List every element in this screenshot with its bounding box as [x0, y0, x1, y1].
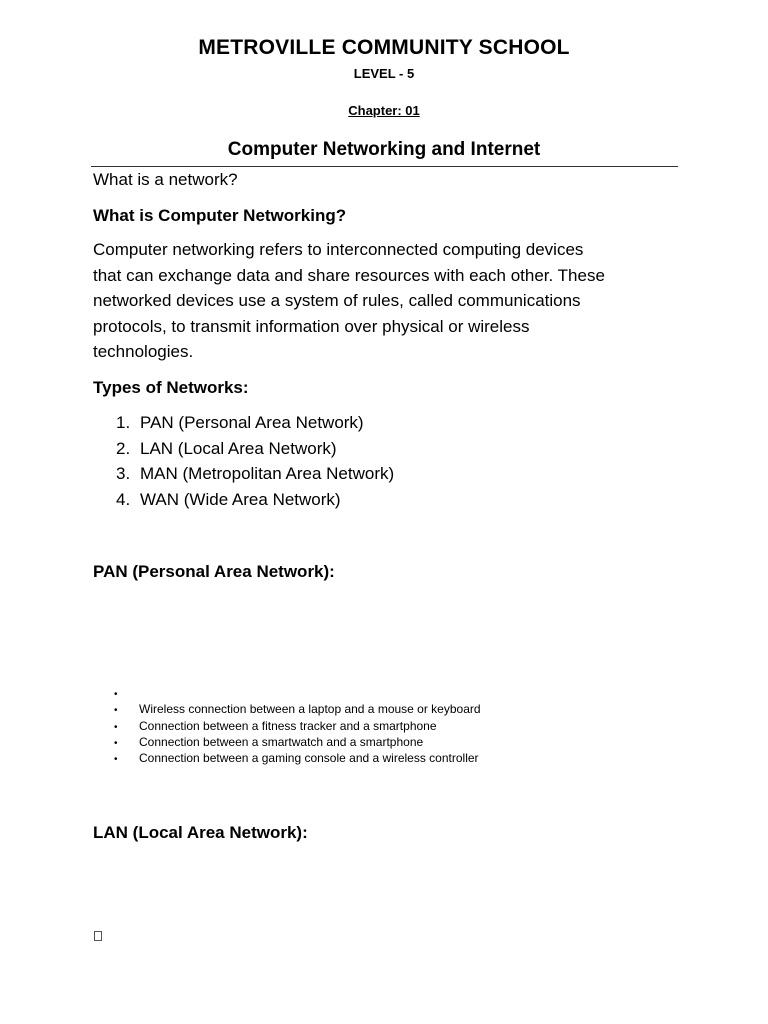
list-number: 4. [116, 490, 131, 510]
paragraph-line: technologies. [93, 342, 194, 361]
networking-paragraph [93, 237, 683, 365]
list-label: WAN (Wide Area Network) [140, 490, 341, 510]
chapter-title: Computer Networking and Internet [227, 139, 541, 160]
paragraph-line: that can exchange data and share resources with each other. These [93, 265, 605, 285]
question-network: What is a network? [93, 170, 238, 189]
level-label: LEVEL - 5 [353, 66, 415, 81]
bullet-icon: • [114, 689, 118, 700]
network-types-list [116, 410, 394, 513]
chapter-label: Chapter: 01 [348, 103, 420, 118]
heading-types-of-networks: Types of Networks: [93, 378, 249, 397]
list-item [116, 436, 394, 462]
list-label: Wireless connection between a laptop and a mouse or keyboard [139, 702, 481, 717]
list-label: MAN (Metropolitan Area Network) [140, 464, 395, 484]
heading-pan: PAN (Personal Area Network): [93, 562, 335, 581]
missing-glyph-box-icon [94, 931, 102, 941]
bullet-icon: • [114, 754, 118, 766]
list-label: Connection between a smartwatch and a smartphone [139, 734, 424, 749]
list-item [114, 734, 481, 750]
list-item [114, 718, 481, 734]
list-number: 3. [116, 464, 131, 484]
list-label: PAN (Personal Area Network) [140, 413, 364, 432]
heading-lan: LAN (Local Area Network): [93, 823, 308, 842]
list-item [116, 487, 394, 513]
bullet-icon: • [114, 721, 118, 733]
list-item [116, 461, 394, 487]
bullet-icon: • [114, 737, 118, 749]
list-number: 1. [116, 413, 131, 432]
list-label: Connection between a gaming console and a wireless controller [139, 751, 479, 766]
bullet-icon: • [114, 705, 118, 717]
list-item [114, 701, 481, 717]
paragraph-line: networked devices use a system of rules, called communications [93, 291, 581, 310]
list-label: Connection between a fitness tracker and a smartphone [139, 718, 437, 733]
pan-examples-list [114, 685, 481, 766]
school-name: METROVILLE COMMUNITY SCHOOL [198, 36, 570, 59]
heading-computer-networking: What is Computer Networking? [93, 206, 347, 225]
list-number: 2. [116, 438, 131, 458]
list-item [114, 685, 481, 701]
list-item [114, 750, 481, 766]
list-item [116, 410, 394, 436]
paragraph-line: protocols, to transmit information over physical or wireless [93, 316, 530, 336]
paragraph-line: Computer networking refers to interconnected computing devices [93, 240, 584, 259]
list-label: LAN (Local Area Network) [140, 438, 337, 458]
